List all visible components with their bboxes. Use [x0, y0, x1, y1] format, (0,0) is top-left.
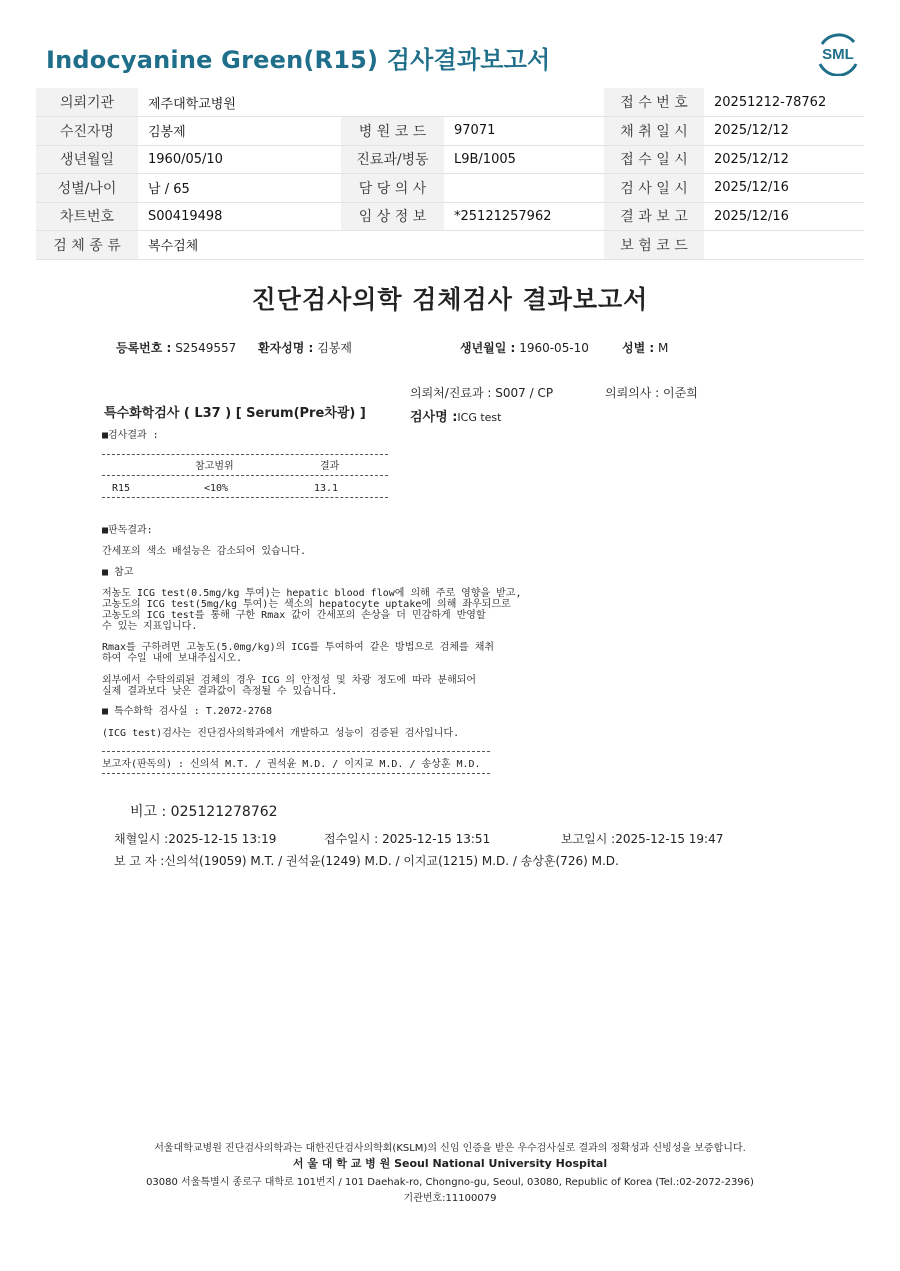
row-test-name: R15: [112, 483, 131, 494]
note-line: 외부에서 수탁의뢰된 검체의 경우 ICG 의 안정성 및 차광 정도에 따라 분해되어: [102, 675, 477, 686]
info-value: S00419498: [138, 202, 341, 231]
lab-contact: ■ 특수화학 검사실 : T.2072-2768: [102, 706, 272, 717]
requesting-doctor: 의뢰의사 : 이준희: [605, 386, 698, 400]
info-label: 수진자명: [36, 117, 138, 146]
info-value: 복수검체: [138, 231, 341, 260]
info-value: 2025/12/16: [704, 174, 864, 203]
info-value: [444, 88, 604, 117]
info-value: *25121257962: [444, 202, 604, 231]
divider: [102, 475, 388, 476]
info-value: 20251212-78762: [704, 88, 864, 117]
footer-certification: 서울대학교병원 진단검사의학과는 대한진단검사의학회(KSLM)의 신임 인증을 받은 우수검사실로 결과의 정확성과 신빙성을 보증합니다.: [154, 1143, 746, 1154]
note-line: 저농도 ICG test(0.5mg/kg 투여)는 hepatic blood flow에 의해 주로 영향을 받고,: [102, 588, 522, 599]
patient-name: 환자성명 : 김봉제: [258, 341, 352, 355]
sml-logo-icon: [814, 30, 862, 76]
sex: 성별 : M: [622, 341, 669, 355]
note-line: Rmax를 구하려면 고농도(5.0mg/kg)의 ICG를 투여하여 같은 방법으로 검체를 채취: [102, 642, 495, 653]
info-label: 접 수 번 호: [604, 88, 704, 117]
col-result: 결과: [320, 461, 340, 472]
interpretation-heading: ■판독결과:: [102, 525, 153, 536]
info-value: 2025/12/12: [704, 117, 864, 146]
info-value: 남 / 65: [138, 174, 341, 203]
info-label: 결 과 보 고: [604, 202, 704, 231]
info-row: [36, 117, 864, 146]
info-label: 담 당 의 사: [341, 174, 444, 203]
info-value: 2025/12/12: [704, 145, 864, 174]
info-label: [341, 231, 444, 260]
info-value: L9B/1005: [444, 145, 604, 174]
info-value: [444, 231, 604, 260]
info-value: 1960/05/10: [138, 145, 341, 174]
info-label: 검 사 일 시: [604, 174, 704, 203]
info-value: 2025/12/16: [704, 202, 864, 231]
divider: [102, 751, 490, 752]
test-development-note: (ICG test)검사는 진단검사의학과에서 개발하고 성능이 검증된 검사입니다.: [102, 728, 460, 739]
report-title: 진단검사의학 검체검사 결과보고서: [251, 285, 649, 314]
footer-institution-number: 기관번호:11100079: [403, 1193, 497, 1204]
row-ref-range: <10%: [204, 483, 229, 494]
info-label: 성별/나이: [36, 174, 138, 203]
info-value: 97071: [444, 117, 604, 146]
note-paragraph-1: [102, 588, 521, 632]
note-line: 고농도의 ICG test를 통해 구한 Rmax 값이 간세포의 손상을 더 민감하게 반영할: [102, 610, 486, 621]
info-label: 차트번호: [36, 202, 138, 231]
info-label: 채 취 일 시: [604, 117, 704, 146]
info-label: 진료과/병동: [341, 145, 444, 174]
report-datetime: 보고일시 :2025-12-15 19:47: [561, 832, 724, 846]
note-paragraph-3: [102, 675, 476, 697]
info-label: 접 수 일 시: [604, 145, 704, 174]
info-row: [36, 174, 864, 203]
note-heading: ■ 참고: [102, 567, 134, 578]
footer-address: 03080 서울특별시 종로구 대학로 101번지 / 101 Daehak-ro, Chongno-gu, Seoul, 03080, Republic of Korea (Tel.:02-2072-2396): [146, 1177, 754, 1188]
reporter-mono: 보고자(판독의) : 신의석 M.T. / 권석윤 M.D. / 이지교 M.D. / 송상훈 M.D.: [102, 759, 481, 770]
registration-number: 등록번호 : S2549557: [116, 341, 237, 355]
row-result-value: 13.1: [314, 483, 339, 494]
info-row: [36, 231, 864, 260]
info-value: [704, 231, 864, 260]
patient-info-table: [36, 88, 864, 260]
result-heading: ■검사결과 :: [102, 430, 159, 441]
info-value: 김봉제: [138, 117, 341, 146]
divider: [102, 497, 388, 498]
info-row: [36, 88, 864, 117]
info-label: [341, 88, 444, 117]
note-line: 하여 수일 내에 보내주십시오.: [102, 653, 243, 664]
info-row: [36, 202, 864, 231]
info-label: 검 체 종 류: [36, 231, 138, 260]
info-value: [444, 174, 604, 203]
info-value: 제주대학교병원: [138, 88, 341, 117]
reporters: 보 고 자 :신의석(19059) M.T. / 권석윤(1249) M.D. / 이지교(1215) M.D. / 송상훈(726) M.D.: [114, 854, 619, 868]
report-header-title: Indocyanine Green(R15) 검사결과보고서: [46, 46, 551, 74]
birth-date: 생년월일 : 1960-05-10: [460, 341, 589, 355]
note-line: 수 있는 지표입니다.: [102, 621, 198, 632]
note-paragraph-2: [102, 642, 494, 664]
info-label: 의뢰기관: [36, 88, 138, 117]
test-name: 검사명 :ICG test: [410, 410, 502, 425]
col-ref-range: 참고범위: [195, 461, 234, 472]
footer-hospital-name: 서 울 대 학 교 병 원 Seoul National University Hospital: [292, 1157, 608, 1170]
divider: [102, 773, 490, 774]
logo-text: SML: [822, 46, 854, 63]
remark: 비고 : 025121278762: [130, 804, 278, 820]
info-label: 임 상 정 보: [341, 202, 444, 231]
note-line: 고농도의 ICG test(5mg/kg 투여)는 색소의 hepatocyte uptake에 의해 좌우되므로: [102, 599, 511, 610]
info-label: 보 험 코 드: [604, 231, 704, 260]
collection-datetime: 채혈일시 :2025-12-15 13:19: [114, 832, 277, 846]
info-label: 병 원 코 드: [341, 117, 444, 146]
note-line: 실제 결과보다 낮은 결과값이 측정될 수 있습니다.: [102, 686, 338, 697]
receipt-datetime: 접수일시 : 2025-12-15 13:51: [324, 832, 491, 846]
interpretation-text: 간세포의 색소 배설능은 감소되어 있습니다.: [102, 546, 306, 557]
section-title: 특수화학검사 ( L37 ) [ Serum(Pre차광) ]: [104, 406, 366, 421]
info-label: 생년월일: [36, 145, 138, 174]
divider: [102, 454, 388, 455]
info-row: [36, 145, 864, 174]
department: 의뢰처/진료과 : S007 / CP: [410, 386, 554, 400]
